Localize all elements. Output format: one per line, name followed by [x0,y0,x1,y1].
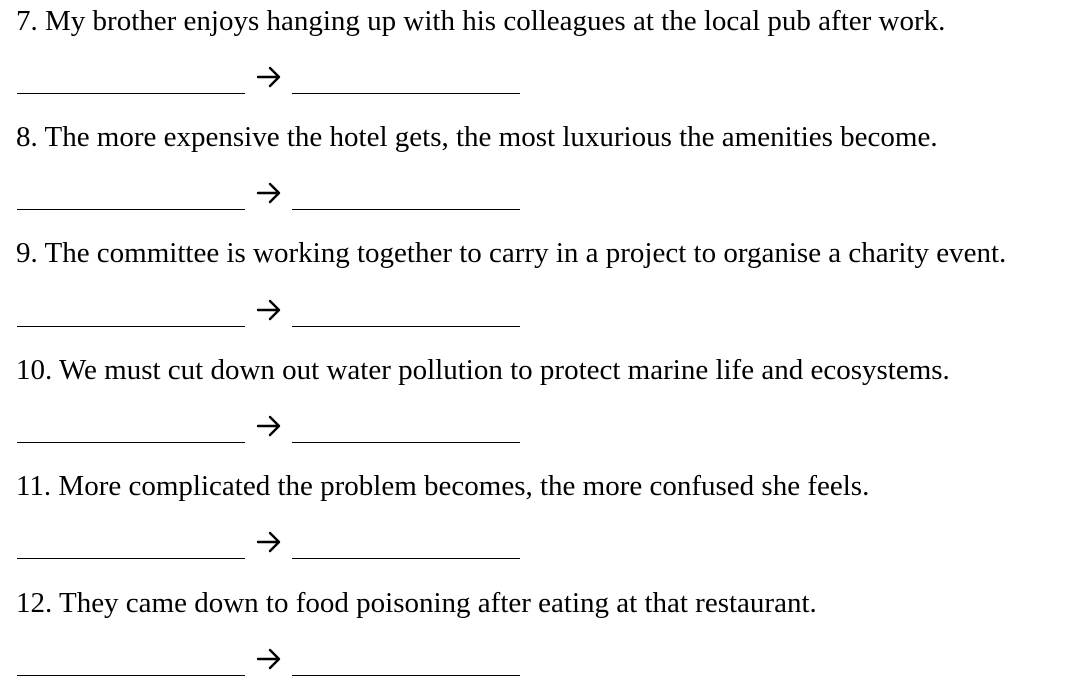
question-8-correction-blank[interactable] [292,209,520,210]
question-12-text: 12. They came down to food poisoning after eating at that restaurant. [16,587,817,619]
question-10-error-blank[interactable] [17,442,245,443]
question-11-text: 11. More complicated the problem becomes, the more confused she feels. [16,470,870,502]
right-arrow-icon [256,531,282,553]
question-12-error-blank[interactable] [17,675,245,676]
question-9-text: 9. The committee is working together to carry in a project to organise a charity event. [16,237,1007,269]
question-7-correction-blank[interactable] [292,93,520,94]
question-10-text: 10. We must cut down out water pollution to protect marine life and ecosystems. [16,354,950,386]
question-8-error-blank[interactable] [17,209,245,210]
question-10-correction-blank[interactable] [292,442,520,443]
question-11-correction-blank[interactable] [292,558,520,559]
right-arrow-icon [256,182,282,204]
right-arrow-icon [256,415,282,437]
right-arrow-icon [256,66,282,88]
question-12-correction-blank[interactable] [292,675,520,676]
question-7-text: 7. My brother enjoys hanging up with his colleagues at the local pub after work. [16,5,946,37]
question-9-correction-blank[interactable] [292,326,520,327]
right-arrow-icon [256,648,282,670]
question-11-error-blank[interactable] [17,558,245,559]
right-arrow-icon [256,299,282,321]
question-7-error-blank[interactable] [17,93,245,94]
question-8-text: 8. The more expensive the hotel gets, the most luxurious the amenities become. [16,121,938,153]
question-9-error-blank[interactable] [17,326,245,327]
